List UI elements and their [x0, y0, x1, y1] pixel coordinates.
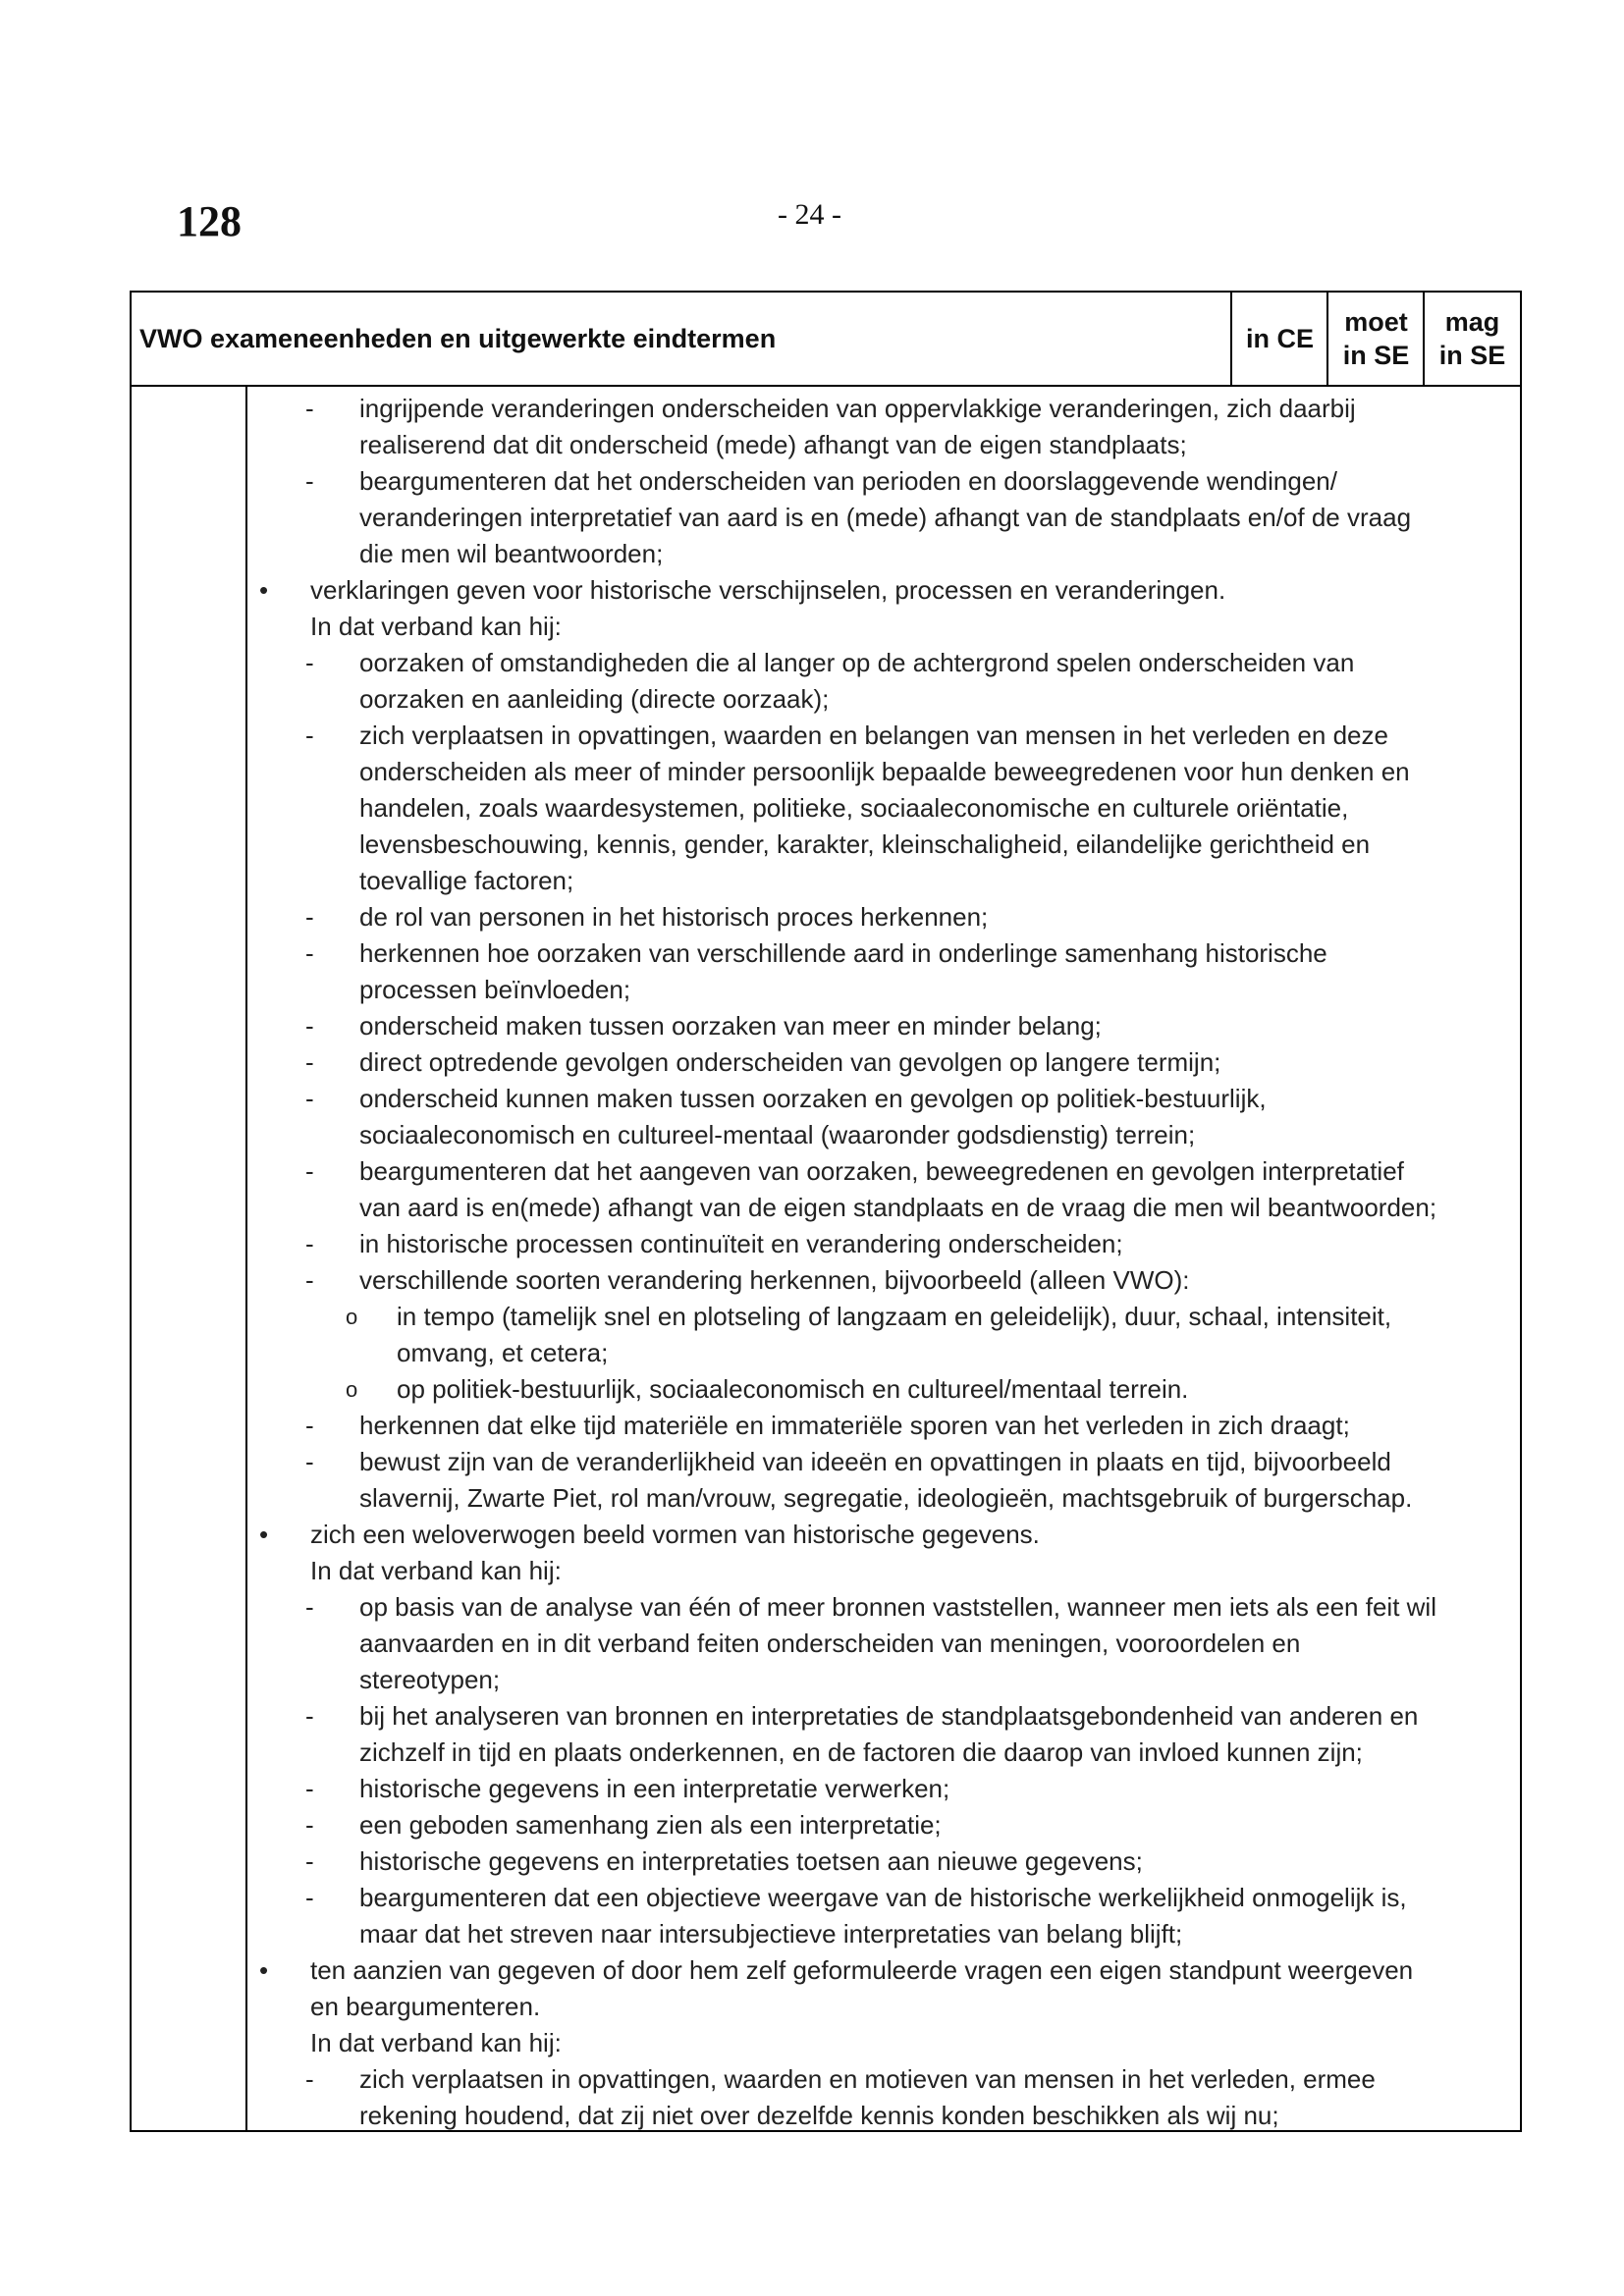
text-line: [253, 718, 1520, 754]
text-line: [253, 645, 1520, 681]
bullet-icon: •: [259, 575, 269, 605]
line-text: maar dat het streven naar intersubjectieve interpretaties van belang blijft;: [359, 1919, 1183, 1949]
line-text: oorzaken en aanleiding (directe oorzaak);: [359, 684, 830, 714]
text-line: [253, 790, 1520, 827]
text-line: [253, 1008, 1520, 1044]
header-moet-line1: moet: [1344, 307, 1408, 337]
dash-marker: -: [305, 466, 314, 496]
dash-marker: -: [305, 2064, 314, 2094]
dash-marker: -: [305, 902, 314, 932]
text-line: [253, 427, 1520, 463]
text-line: [253, 1807, 1520, 1843]
text-line: [253, 1880, 1520, 1916]
header-moet-in-se: [1326, 293, 1424, 385]
text-line: [253, 1735, 1520, 1771]
text-line: [253, 2098, 1520, 2134]
line-text: stereotypen;: [359, 1665, 501, 1694]
text-line: [253, 1517, 1520, 1553]
text-line: [253, 827, 1520, 863]
dash-marker: -: [305, 1265, 314, 1295]
line-text: handelen, zoals waardesystemen, politieke, sociaaleconomische en culturele oriëntatie,: [359, 793, 1349, 823]
circle-bullet-icon: o: [346, 1305, 358, 1329]
header-in-ce: [1230, 293, 1327, 385]
text-line: [253, 1626, 1520, 1662]
dash-marker: -: [305, 394, 314, 423]
line-text: verschillende soorten verandering herkennen, bijvoorbeeld (alleen VWO):: [359, 1265, 1190, 1295]
line-text: in historische processen continuïteit en verandering onderscheiden;: [359, 1229, 1123, 1258]
line-text: realiserend dat dit onderscheid (mede) afhangt van de eigen standplaats;: [359, 430, 1187, 459]
circle-bullet-icon: o: [346, 1377, 358, 1402]
table-header: [132, 293, 1520, 387]
dash-marker: -: [305, 721, 314, 750]
text-line: [253, 1444, 1520, 1480]
text-line: [253, 972, 1520, 1008]
text-line: [253, 609, 1520, 645]
line-text: aanvaarden en in dit verband feiten onderscheiden van meningen, vooroordelen en: [359, 1629, 1301, 1658]
line-text: zich verplaatsen in opvattingen, waarden en motieven van mensen in het verleden, ermee: [359, 2064, 1376, 2094]
text-line: [253, 1698, 1520, 1735]
line-text: een geboden samenhang zien als een interpretatie;: [359, 1810, 942, 1840]
line-text: historische gegevens en interpretaties toetsen aan nieuwe gegevens;: [359, 1846, 1143, 1876]
line-text: onderscheiden als meer of minder persoonlijk bepaalde beweegredenen voor hun denken en: [359, 757, 1410, 786]
line-text: veranderingen interpretatief van aard is en (mede) afhangt van de standplaats en/of de vraag: [359, 503, 1412, 532]
dash-marker: -: [305, 938, 314, 968]
line-text: op basis van de analyse van één of meer bronnen vaststellen, wanneer men iets als een feit wil: [359, 1592, 1436, 1622]
dash-marker: -: [305, 1229, 314, 1258]
line-text: herkennen dat elke tijd materiële en immateriële sporen van het verleden in zich draagt;: [359, 1411, 1350, 1440]
line-text: van aard is en(mede) afhangt van de eigen standplaats en de vraag die men wil beantwoorden;: [359, 1193, 1437, 1222]
text-line: [253, 2061, 1520, 2098]
line-text: herkennen hoe oorzaken van verschillende aard in onderlinge samenhang historische: [359, 938, 1327, 968]
line-text: beargumenteren dat het aangeven van oorzaken, beweegredenen en gevolgen interpretatief: [359, 1156, 1404, 1186]
text-line: [253, 1190, 1520, 1226]
page-subnumber: - 24 -: [778, 198, 841, 231]
dash-marker: -: [305, 1084, 314, 1113]
line-text: de rol van personen in het historisch proces herkennen;: [359, 902, 989, 932]
text-line: [253, 572, 1520, 609]
line-text: bij het analyseren van bronnen en interpretaties de standplaatsgebondenheid van anderen en: [359, 1701, 1419, 1731]
text-line: [253, 935, 1520, 972]
text-line: [253, 1662, 1520, 1698]
header-mag-line1: mag: [1444, 307, 1500, 337]
dash-marker: -: [305, 1011, 314, 1041]
dash-marker: -: [305, 1701, 314, 1731]
dash-marker: -: [305, 1774, 314, 1803]
text-line: [253, 1480, 1520, 1517]
line-text: ingrijpende veranderingen onderscheiden van oppervlakkige veranderingen, zich daarbij: [359, 394, 1356, 423]
text-line: [253, 1408, 1520, 1444]
text-line: [253, 1371, 1520, 1408]
dash-marker: -: [305, 1156, 314, 1186]
line-text: die men wil beantwoorden;: [359, 539, 664, 568]
text-line: [253, 1226, 1520, 1262]
text-line: [253, 500, 1520, 536]
text-line: [253, 1262, 1520, 1299]
text-line: [253, 1299, 1520, 1335]
dash-marker: -: [305, 1883, 314, 1912]
text-line: [253, 1553, 1520, 1589]
text-line: [253, 1843, 1520, 1880]
line-text: omvang, et cetera;: [397, 1338, 609, 1367]
text-line: [253, 1989, 1520, 2025]
line-text: en beargumenteren.: [310, 1992, 541, 2021]
line-text: in tempo (tamelijk snel en plotseling of langzaam en geleidelijk), duur, schaal, intensiteit,: [397, 1302, 1392, 1331]
text-line: [253, 1916, 1520, 1952]
line-text: In dat verband kan hij:: [310, 1556, 562, 1585]
text-line: [253, 1117, 1520, 1153]
text-line: [253, 681, 1520, 718]
text-line: [253, 899, 1520, 935]
line-text: zich een weloverwogen beeld vormen van historische gegevens.: [310, 1520, 1040, 1549]
line-text: zich verplaatsen in opvattingen, waarden en belangen van mensen in het verleden en deze: [359, 721, 1388, 750]
dash-marker: -: [305, 1447, 314, 1476]
text-line: [253, 1952, 1520, 1989]
line-text: In dat verband kan hij:: [310, 2028, 562, 2057]
line-text: bewust zijn van de veranderlijkheid van ideeën en opvattingen in plaats en tijd, bijvoorbeeld: [359, 1447, 1391, 1476]
dash-marker: -: [305, 1411, 314, 1440]
text-line: [253, 754, 1520, 790]
dash-marker: -: [305, 1810, 314, 1840]
line-text: sociaaleconomisch en cultureel-mentaal (waaronder godsdienstig) terrein;: [359, 1120, 1196, 1149]
text-line: [253, 863, 1520, 899]
bullet-icon: •: [259, 1955, 269, 1985]
dash-marker: -: [305, 1846, 314, 1876]
text-line: [253, 1153, 1520, 1190]
eindtermen-content: [253, 391, 1520, 2134]
text-line: [253, 1044, 1520, 1081]
line-text: verklaringen geven voor historische verschijnselen, processen en veranderingen.: [310, 575, 1226, 605]
bullet-icon: •: [259, 1520, 269, 1549]
text-line: [253, 463, 1520, 500]
line-text: slavernij, Zwarte Piet, rol man/vrouw, segregatie, ideologieën, machtsgebruik of burgerschap.: [359, 1483, 1413, 1513]
text-line: [253, 391, 1520, 427]
column-divider: [245, 385, 247, 2130]
line-text: oorzaken of omstandigheden die al langer op de achtergrond spelen onderscheiden van: [359, 648, 1355, 677]
line-text: levensbeschouwing, kennis, gender, karakter, kleinschaligheid, eilandelijke gerichtheid en: [359, 829, 1371, 859]
line-text: onderscheid kunnen maken tussen oorzaken en gevolgen op politiek-bestuurlijk,: [359, 1084, 1267, 1113]
line-text: ten aanzien van gegeven of door hem zelf geformuleerde vragen een eigen standpunt weergeven: [310, 1955, 1414, 1985]
dash-marker: -: [305, 1592, 314, 1622]
text-line: [253, 536, 1520, 572]
page-number: 128: [177, 197, 242, 245]
header-mag-line2: in SE: [1438, 341, 1506, 370]
line-text: In dat verband kan hij:: [310, 612, 562, 641]
text-line: [253, 1771, 1520, 1807]
table-title: VWO exameneenheden en uitgewerkte eindtermen: [139, 324, 777, 353]
header-in-ce-label: in CE: [1245, 324, 1314, 353]
header-mag-in-se: [1423, 293, 1520, 385]
line-text: beargumenteren dat een objectieve weergave van de historische werkelijkheid onmogelijk is,: [359, 1883, 1407, 1912]
line-text: op politiek-bestuurlijk, sociaaleconomisch en cultureel/mentaal terrein.: [397, 1374, 1189, 1404]
text-line: [253, 2025, 1520, 2061]
line-text: toevallige factoren;: [359, 866, 574, 895]
eindtermen-table: [130, 291, 1522, 2132]
text-line: [253, 1335, 1520, 1371]
header-moet-line2: in SE: [1342, 341, 1410, 370]
line-text: beargumenteren dat het onderscheiden van perioden en doorslaggevende wendingen/: [359, 466, 1337, 496]
text-line: [253, 1589, 1520, 1626]
dash-marker: -: [305, 1047, 314, 1077]
line-text: rekening houdend, dat zij niet over dezelfde kennis konden beschikken als wij nu;: [359, 2101, 1279, 2130]
line-text: onderscheid maken tussen oorzaken van meer en minder belang;: [359, 1011, 1102, 1041]
line-text: processen beïnvloeden;: [359, 975, 631, 1004]
line-text: zichzelf in tijd en plaats onderkennen, en de factoren die daarop van invloed kunnen zijn;: [359, 1737, 1363, 1767]
text-line: [253, 1081, 1520, 1117]
line-text: historische gegevens in een interpretatie verwerken;: [359, 1774, 950, 1803]
dash-marker: -: [305, 648, 314, 677]
line-text: direct optredende gevolgen onderscheiden van gevolgen op langere termijn;: [359, 1047, 1221, 1077]
